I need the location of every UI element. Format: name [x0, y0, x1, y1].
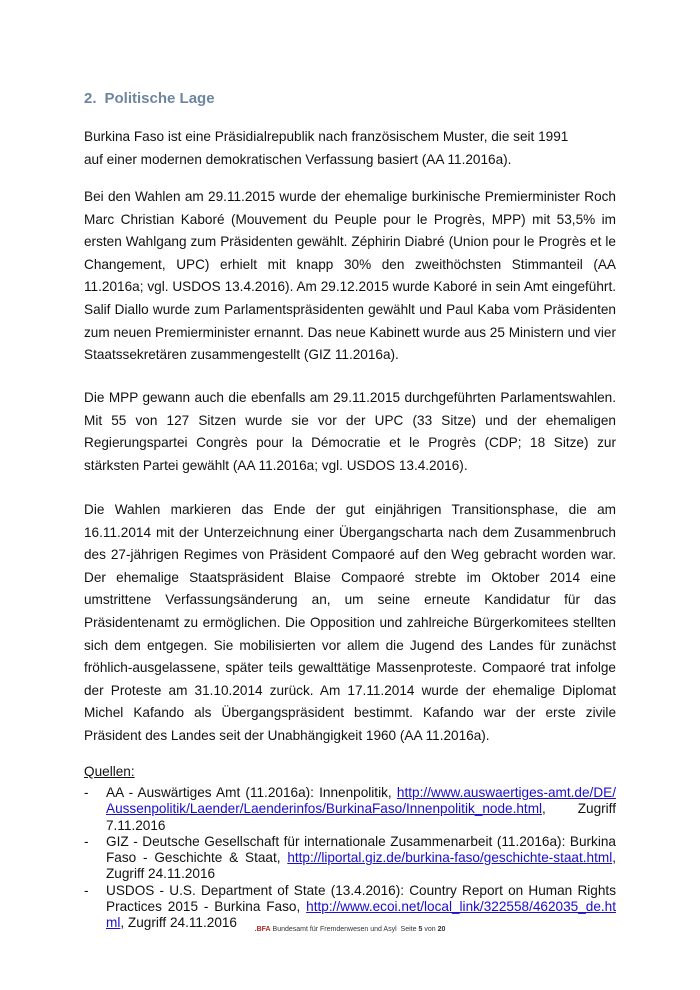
- paragraph: Bei den Wahlen am 29.11.2015 wurde der ehemalige burkinische Premierminister Roch Marc Christian Kaboré (Mouvement du Peuple pour le Progrès, MPP) mit 53,5% im ersten Wahlgang zum Präsidenten gewählt. Zéphirin Diabré (Union pour le Progrès et le Changement, UPC) erhielt mit knapp 30% den zweithöchsten Stimmanteil (AA 11.2016a; vgl. USDOS 13.4.2016). Am 29.12.2015 wurde Kaboré in sein Amt eingeführt. Salif Diallo wurde zum Parlamentspräsidenten gewählt und Paul Kaba vom Präsidenten zum neuen Premierminister ernannt. Das neue Kabinett wurde aus 25 Ministern und vier Staatssekretären zusammengestellt (GIZ 11.2016a).: [84, 189, 616, 363]
- paragraph: Burkina Faso ist eine Präsidialrepublik nach französischem Muster, die seit 1991 auf einer modernen demokratischen Verfassung basiert (AA 11.2016a).: [84, 129, 569, 167]
- page-total: 20: [437, 926, 446, 933]
- sources-label: Quellen:: [84, 764, 135, 779]
- sources-list: [84, 785, 616, 932]
- paragraph: Die MPP gewann auch die ebenfalls am 29.11.2015 durchgeführten Parlamentswahlen. Mit 55 von 127 Sitzen wurde sie vor der UPC (33 Sitze) und der ehemaligen Regierungspartei Congrès pour la Démocratie et le Progrès (CDP; 18 Sitze) zur stärksten Partei gewählt (AA 11.2016a; vgl. USDOS 13.4.2016).: [84, 390, 616, 473]
- source-access-date: , Zugriff 24.11.2016: [120, 915, 237, 931]
- of-label: von: [424, 926, 436, 933]
- source-item: [84, 834, 616, 883]
- page-number: 5: [418, 926, 423, 933]
- paragraph: Die Wahlen markieren das Ende der gut einjährigen Transitionsphase, die am 16.11.2014 mit der Unterzeichnung einer Übergangscharta nach dem Zusammenbruch des 27-jährigen Regimes von Präsident Compaoré auf den Weg gebracht worden war. Der ehemalige Staatspräsident Blaise Compaoré strebte im Oktober 2014 eine umstrittene Verfassungsänderung an, um seine erneute Kandidatur für das Präsidentenamt zu ermöglichen. Die Opposition und zahlreiche Bürgerkomitees stellten sich dem entgegen. Sie mobilisierten vor allem die Jugend des Landes für zunächst fröhlich-ausgelassene, später teils gewalttätige Massenproteste. Compaoré trat infolge der Proteste am 31.10.2014 zurück. Am 17.11.2014 wurde der ehemalige Diplomat Michel Kafando als Übergangspräsident bestimmt. Kafando war der erste zivile Präsident des Landes seit der Unabhängigkeit 1960 (AA 11.2016a).: [84, 502, 616, 743]
- section-title: Politische Lage: [104, 90, 215, 107]
- source-item: [84, 785, 616, 834]
- source-item: [84, 883, 616, 932]
- source-text: AA - Auswärtiges Amt (11.2016a): Innenpolitik,: [106, 785, 397, 800]
- source-text: USDOS - U.S. Department of State (13.4.2016): Country Report on Human Rights Practices 2015 - Burkina Faso,: [106, 882, 616, 915]
- section-number: 2.: [84, 90, 97, 107]
- section-heading: [84, 90, 215, 107]
- source-access-date: , Zugriff 24.11.2016: [106, 850, 616, 882]
- page-label: Seite: [400, 926, 417, 933]
- source-link[interactable]: http://liportal.giz.de/burkina-faso/geschichte-staat.html: [287, 850, 613, 866]
- page-footer: [0, 926, 700, 933]
- source-link[interactable]: http://www.auswaertiges-amt.de/DE/Aussenpolitik/Laender/Laenderinfos/BurkinaFaso/Innenpolitik_node.html: [106, 785, 616, 817]
- source-link[interactable]: http://www.ecoi.net/local_link/322558/462035_de.html: [106, 899, 616, 931]
- footer-org: Bundesamt für Fremdenwesen und Asyl: [272, 926, 397, 933]
- bfa-logo: .BFA: [254, 926, 271, 933]
- source-text: GIZ - Deutsche Gesellschaft für internationale Zusammenarbeit (11.2016a): Burkina Faso - Geschichte & Staat,: [106, 833, 616, 866]
- source-access-date: , Zugriff 7.11.2016: [106, 801, 616, 833]
